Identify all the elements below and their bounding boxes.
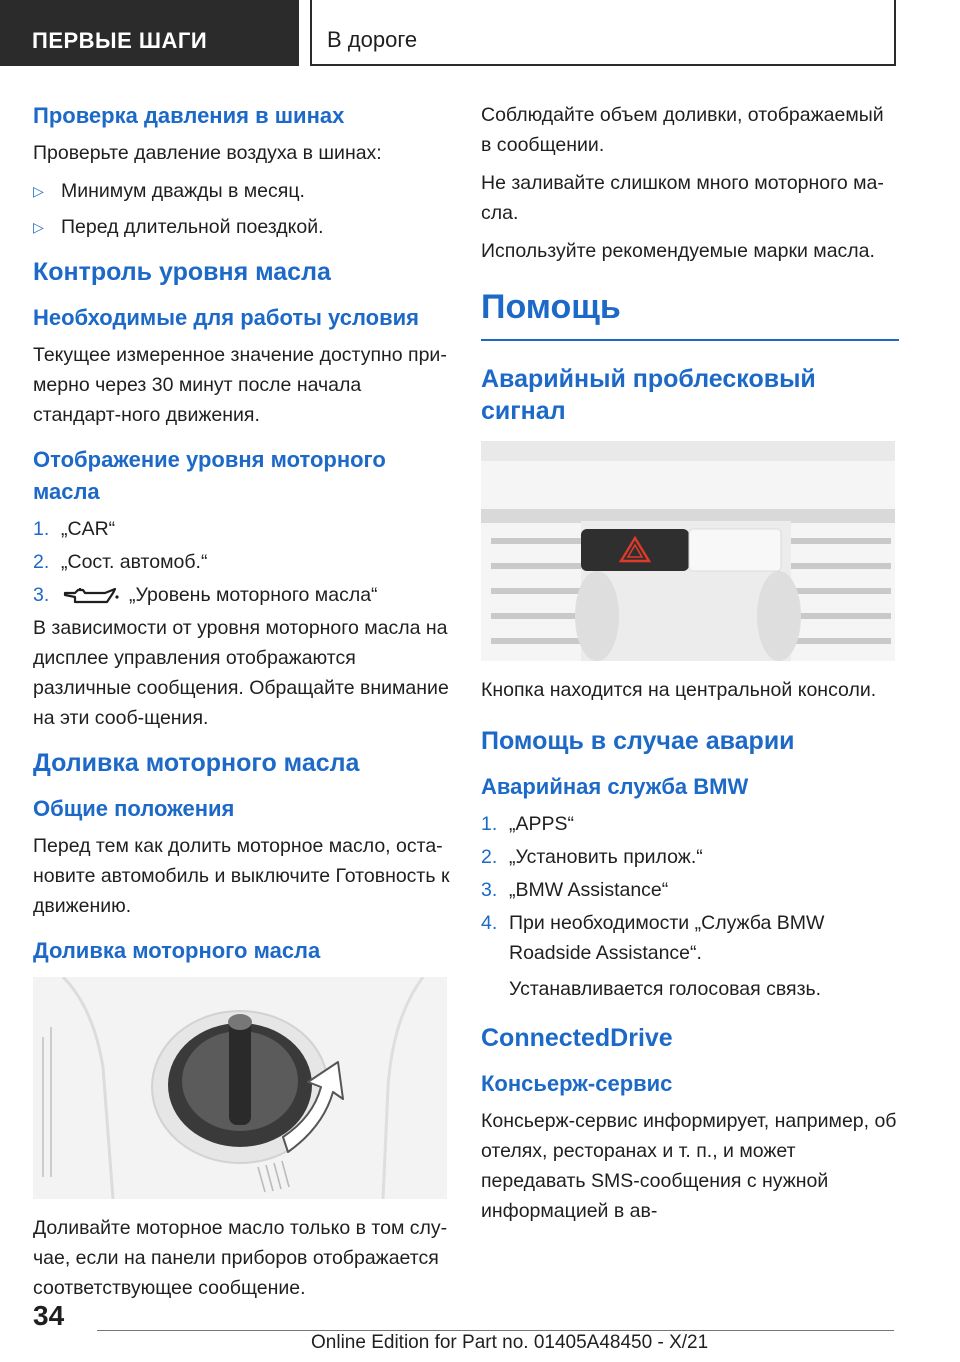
- list-item: 3. „BMW Assistance“: [481, 879, 669, 901]
- help-heading: Помощь: [481, 288, 621, 326]
- conditions-heading: Необходимые для работы условия: [33, 305, 419, 330]
- accident-heading: Помощь в случае аварии: [481, 727, 795, 755]
- concierge-text: Консьерж-сервис информирует, например, об отелях, ресторанах и т. п., и может передавать SMS-сообщения с нужной информацией в ав-: [481, 1110, 897, 1222]
- triangle-right-icon: ▷: [33, 219, 44, 235]
- list-item: ▷ Перед длительной поездкой.: [33, 212, 451, 242]
- oil-display-text: В зависимости от уровня моторного масла на дисплее управления отображаются различные сообщения. Обращайте внимание на эти сооб-щения.: [33, 617, 449, 729]
- connected-drive-heading: ConnectedDrive: [481, 1024, 673, 1052]
- page-number: 34: [33, 1300, 65, 1331]
- tire-pressure-text: Проверьте давление воздуха в шинах:: [33, 142, 382, 164]
- oil-display-steps: [33, 514, 451, 610]
- oil-topup-text: Доливайте моторное масло только в том слу-чае, если на панели приборов отображается соответствующее сообщение.: [33, 1217, 448, 1299]
- hazard-button-image: [481, 441, 895, 661]
- concierge-heading: Консьерж-сервис: [481, 1071, 673, 1096]
- oil-level-heading: Контроль уровня масла: [33, 258, 331, 286]
- list-item: ▷ Минимум дважды в месяц.: [33, 176, 451, 206]
- tire-pressure-heading: Проверка давления в шинах: [33, 103, 345, 128]
- list-item: 2. „Сост. автомоб.“: [33, 551, 208, 573]
- oil-topup-subheading: Доливка моторного масла: [33, 938, 321, 963]
- list-item: 1. „APPS“: [481, 813, 575, 835]
- general-text: Перед тем как долить моторное масло, оста-новите автомобиль и выключите Готовность к движению.: [33, 835, 450, 917]
- volume-text: Соблюдайте объем доливки, отображаемый в сообщении.: [481, 104, 884, 156]
- list-item: 2. „Установить прилож.“: [481, 846, 703, 868]
- oil-can-icon: [61, 585, 121, 607]
- right-column: [481, 100, 899, 1234]
- list-item: 4. При необходимости „Служба BMW Roadside Assistance“. Устанавливается голосовая связь.: [481, 908, 899, 1004]
- left-column: [33, 100, 451, 1311]
- brands-text: Используйте рекомендуемые марки масла.: [481, 240, 875, 262]
- oil-display-heading: Отображение уровня моторного масла: [33, 447, 386, 504]
- hazard-heading: Аварийный проблесковый сигнал: [481, 365, 816, 425]
- footer-divider: [97, 1330, 894, 1331]
- hazard-caption: Кнопка находится на центральной консоли.: [481, 679, 877, 701]
- list-item: 3. „Уровень моторного масла“: [33, 584, 378, 606]
- tire-pressure-list: [33, 176, 451, 242]
- no-overfill-text: Не заливайте слишком много моторного ма-сла.: [481, 172, 884, 224]
- general-heading: Общие положения: [33, 796, 235, 821]
- bmw-service-steps: [481, 809, 899, 1004]
- chapter-tab: В дороге: [310, 0, 896, 66]
- bmw-service-heading: Аварийная служба BMW: [481, 774, 749, 799]
- section-divider: [481, 339, 899, 341]
- section-tab: ПЕРВЫЕ ШАГИ: [0, 0, 299, 66]
- step-note: Устанавливается голосовая связь.: [509, 978, 822, 1000]
- oil-topup-heading: Доливка моторного масла: [33, 749, 360, 777]
- footer-edition: Online Edition for Part no. 01405A48450 - X/21: [311, 1332, 709, 1353]
- oil-filler-cap-image: [33, 977, 447, 1199]
- list-item: 1. „CAR“: [33, 518, 116, 540]
- conditions-text: Текущее измеренное значение доступно при-мерно через 30 минут после начала стандарт-ного движения.: [33, 344, 447, 426]
- triangle-right-icon: ▷: [33, 183, 44, 199]
